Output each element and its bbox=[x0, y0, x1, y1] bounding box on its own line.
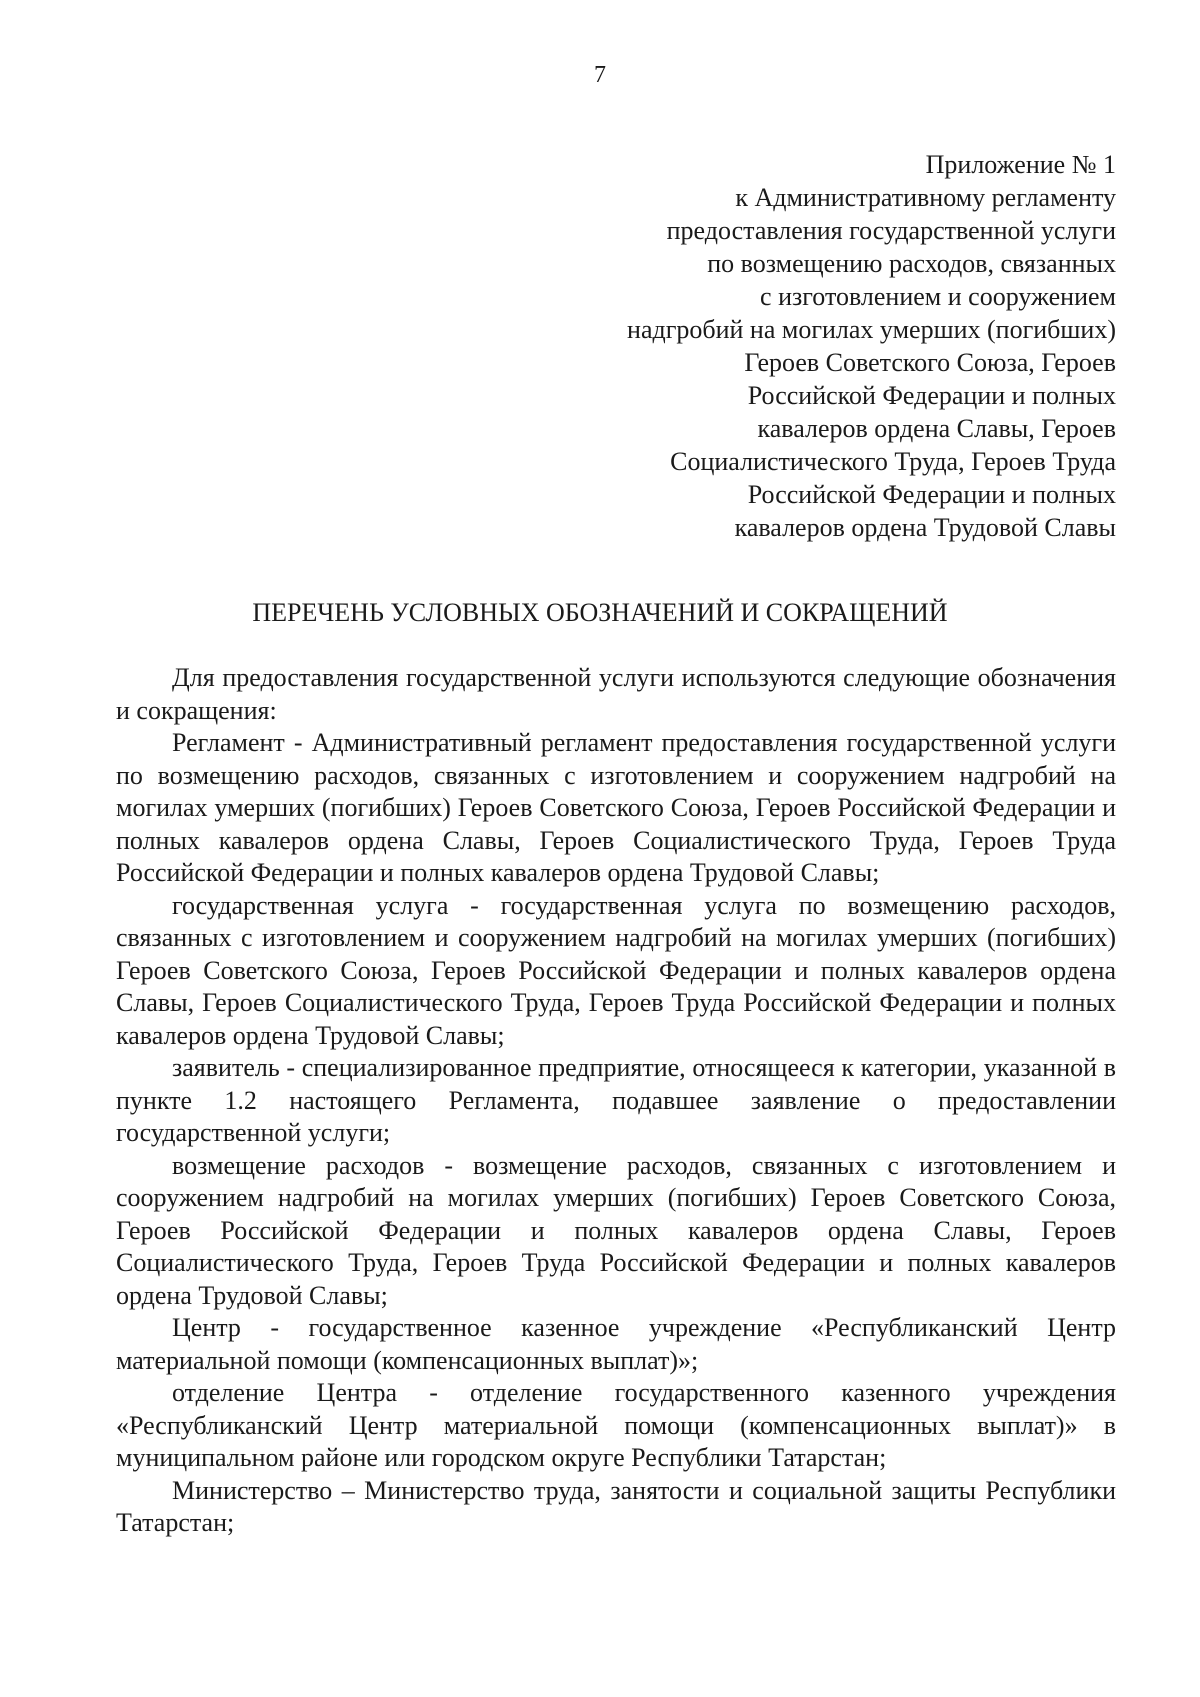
document-body bbox=[116, 662, 1116, 1540]
appendix-line: Российской Федерации и полных bbox=[747, 480, 1116, 509]
appendix-line: по возмещению расходов, связанных bbox=[707, 249, 1116, 278]
appendix-line: Приложение № 1 bbox=[925, 150, 1116, 179]
appendix-line: к Административному регламенту bbox=[735, 183, 1116, 212]
appendix-line: кавалеров ордена Трудовой Славы bbox=[734, 513, 1116, 542]
appendix-line: Героев Советского Союза, Героев bbox=[744, 348, 1116, 377]
page-number: 7 bbox=[594, 62, 606, 88]
paragraph-center: Центр - государственное казенное учреждение «Республиканский Центр материальной помощи (компенсационных выплат)»; bbox=[116, 1313, 1116, 1375]
document-title: ПЕРЕЧЕНЬ УСЛОВНЫХ ОБОЗНАЧЕНИЙ И СОКРАЩЕНИЙ bbox=[252, 598, 948, 627]
paragraph-reglament: Регламент - Административный регламент предоставления государственной услуги по возмещению расходов, связанных с изготовлением и сооружением надгробий на могилах умерших (погибших) Героев Советского Союза, Героев Российской Федерации и полных кавалеров ордена Славы, Героев Социалистического Труда, Героев Труда Российской Федерации и полных кавалеров ордена Трудовой Славы; bbox=[116, 728, 1116, 887]
paragraph-ministry: Министерство – Министерство труда, занятости и социальной защиты Республики Татарстан; bbox=[116, 1475, 1116, 1537]
paragraph-applicant: заявитель - специализированное предприятие, относящееся к категории, указанной в пункте 1.2 настоящего Регламента, подавшее заявление о предоставлении государственной услуги; bbox=[116, 1053, 1116, 1147]
appendix-line: с изготовлением и сооружением bbox=[760, 282, 1116, 311]
paragraph-reimbursement: возмещение расходов - возмещение расходов, связанных с изготовлением и сооружением надгробий на могилах умерших (погибших) Героев Советского Союза, Героев Российской Федерации и полных кавалеров ордена Славы, Героев Социалистического Труда, Героев Труда Российской Федерации и полных кавалеров ордена Трудовой Славы; bbox=[116, 1150, 1116, 1310]
appendix-line: предоставления государственной услуги bbox=[666, 216, 1116, 245]
appendix-header bbox=[556, 148, 1116, 544]
paragraph-intro: Для предоставления государственной услуги используются следующие обозначения и сокращения: bbox=[116, 663, 1116, 725]
appendix-line: надгробий на могилах умерших (погибших) bbox=[627, 315, 1116, 344]
paragraph-center-branch: отделение Центра - отделение государственного казенного учреждения «Республиканский Центр материальной помощи (компенсационных выплат)» в муниципальном районе или городском округе Республики Татарстан; bbox=[116, 1378, 1116, 1472]
appendix-line: кавалеров ордена Славы, Героев bbox=[757, 414, 1116, 443]
appendix-line: Социалистического Труда, Героев Труда bbox=[670, 447, 1116, 476]
paragraph-state-service: государственная услуга - государственная услуга по возмещению расходов, связанных с изготовлением и сооружением надгробий на могилах умерших (погибших) Героев Советского Союза, Героев Российской Федерации и полных кавалеров ордена Славы, Героев Социалистического Труда, Героев Труда Российской Федерации и полных кавалеров ордена Трудовой Славы; bbox=[116, 890, 1116, 1050]
appendix-line: Российской Федерации и полных bbox=[747, 381, 1116, 410]
